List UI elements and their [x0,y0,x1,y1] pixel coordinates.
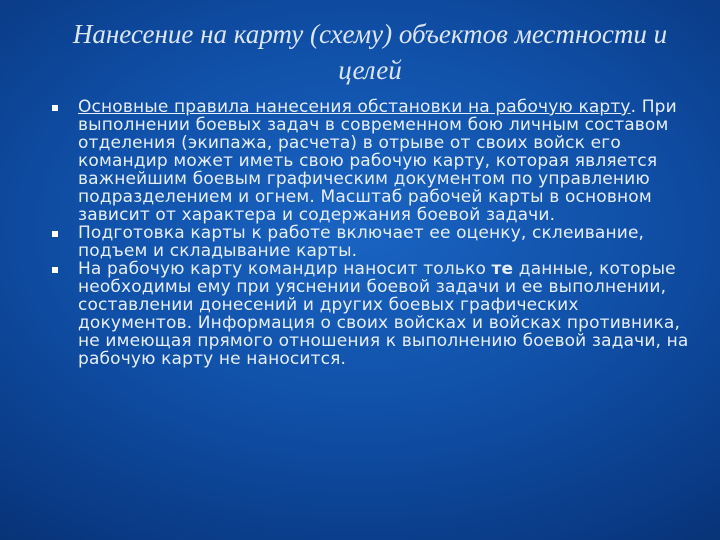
bullet-1-text: . При выполнении боевых задач в современном бою личным составом отделения (экипажа, расчета) в отрыве от своих войск его командир может иметь свою рабочую карту, которая является важнейшим боевым графическим документом по управлению подразделением и огнем. Масштаб рабочей карты в основном зависит от характера и содержания боевой задачи. [78,97,677,225]
bullet-3-bold-text: те [491,259,514,279]
square-bullet-icon [52,105,58,111]
bullet-3-text-after: данные, которые необходимы ему при уяснении боевой задачи и ее выполнении, составлении донесений и других боевых графических документов. Информация о своих войсках и войсках противника, не имеющая прямого отношения к выполнению боевой задачи, на рабочую карту не наносится. [78,259,689,369]
bullet-item-2 [48,224,694,260]
square-bullet-icon [52,267,58,273]
square-bullet-icon [52,231,58,237]
bullet-list [48,98,694,368]
bullet-2-text: Подготовка карты к работе включает ее оценку, склеивание, подъем и складывание карты. [78,223,645,261]
bullet-item-3 [48,260,694,368]
bullet-item-1 [48,98,694,224]
bullet-3-text-before: На рабочую карту командир наносит только [78,259,492,279]
slide-title: Нанесение на карту (схему) объектов местности и целей [72,19,668,85]
bullet-1-underlined-text: Основные правила нанесения обстановки на рабочую карту [78,97,631,117]
